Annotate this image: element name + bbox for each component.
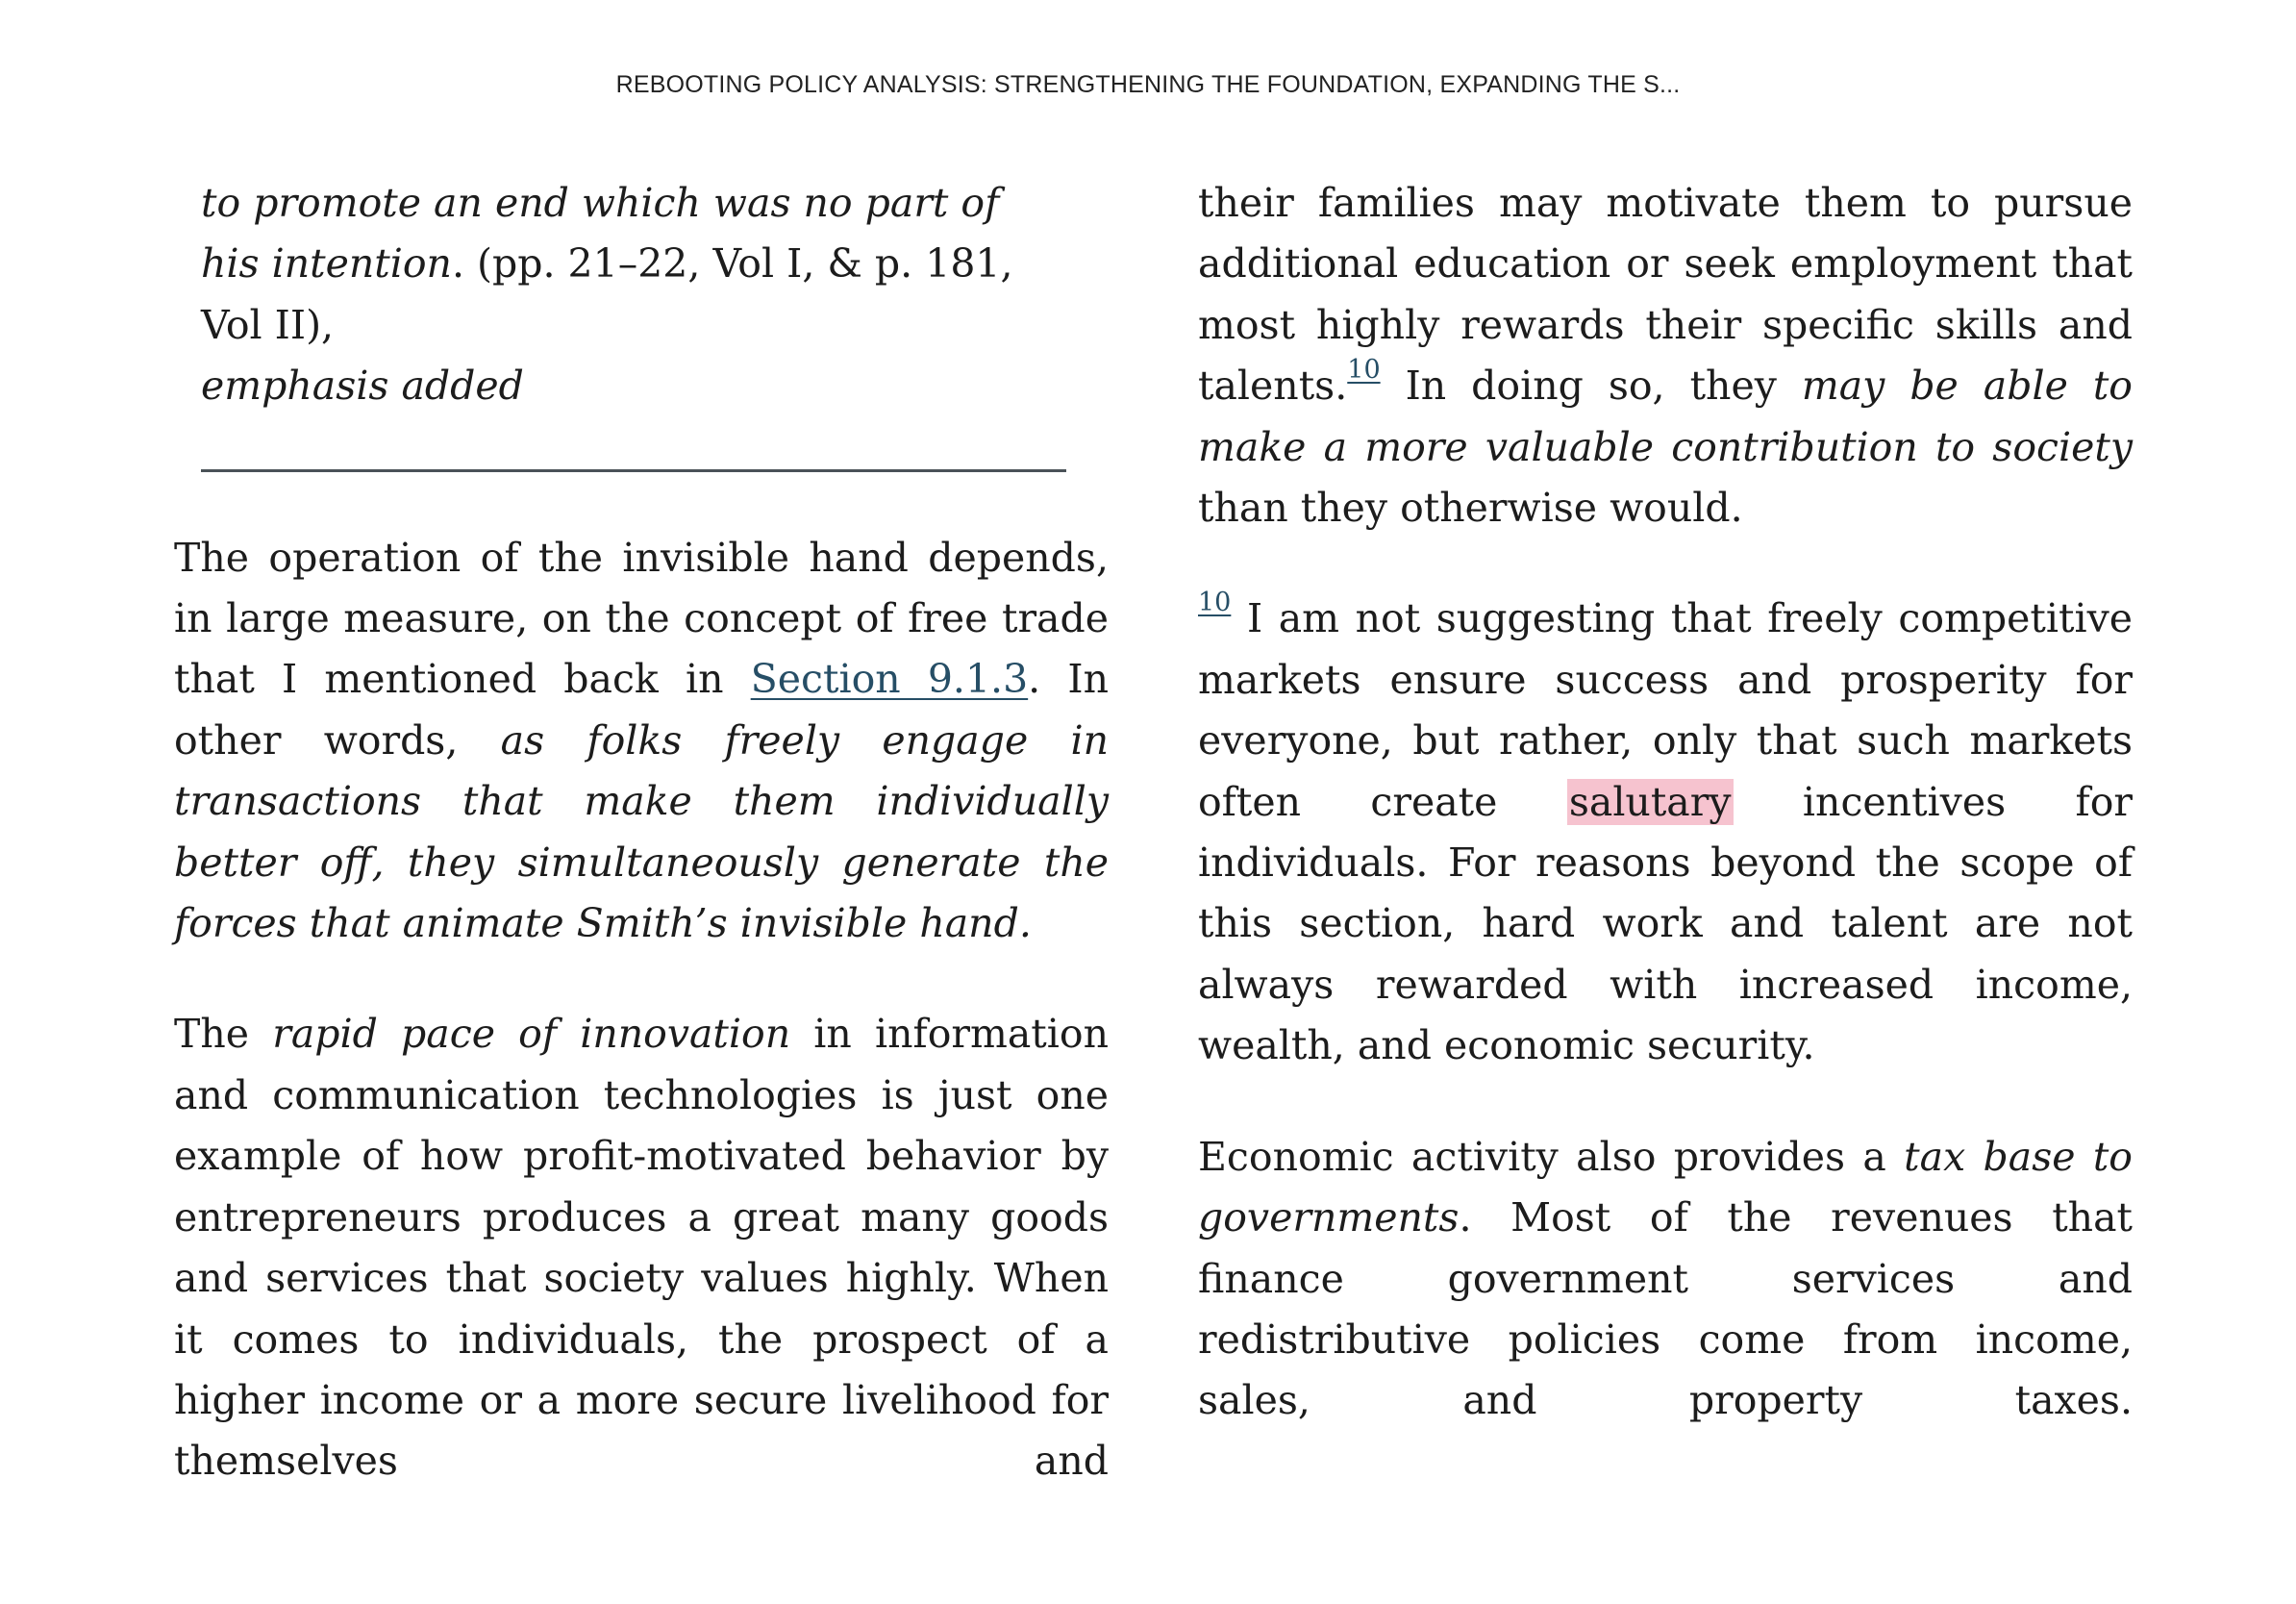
footnote-reference-link[interactable]: 10 [1347,355,1381,386]
paragraph-emphasis: as folks freely engage in transactions that make them individually better off, they simultaneously generate the forces that animate Smith’s invisible hand. [174,716,1109,947]
paragraph-emphasis: tax base to governments [1198,1133,2133,1241]
paragraph-text: their families may motivate them to pursue additional education or seek employment that most highly rewards their specific skills and talents. [1198,180,2133,410]
paragraph-text: . In other words, [174,656,1109,764]
paragraph-text: The operation of the invisible hand depends, in large measure, on the concept of free trade that I mentioned back in [174,534,1109,703]
paragraph-text: Economic activity also provides a [1198,1133,1905,1180]
paragraph-text: . Most of the revenues that finance government services and redistributive policies come from income, sales, and property taxes. [1198,1194,2133,1424]
paragraph-families [1198,173,2133,539]
footnote-reference [1347,355,1380,385]
block-quote [201,173,1066,417]
highlighted-word[interactable]: salutary [1568,778,1732,825]
quote-italic-text: to promote an end which was no part of his intention [201,180,1000,288]
paragraph-emphasis: may be able to make a more valuable contribution to society [1198,363,2133,470]
paragraph-text: The [174,1011,273,1058]
paragraph-text: than they otherwise would. [1198,485,1743,532]
footnote-10 [1198,589,2133,1076]
footnote-backlink[interactable]: 10 [1198,588,1232,618]
quote-divider [201,469,1066,472]
paragraph-text: In doing so, they [1380,363,1802,410]
paragraph-emphasis: rapid pace of innovation [272,1011,791,1058]
quote-emphasis-note: emphasis added [201,363,524,410]
paragraph-innovation [174,1004,1109,1491]
paragraph-invisible-hand [174,528,1109,955]
running-header: REBOOTING POLICY ANALYSIS: STRENGTHENING THE FOUNDATION, EXPANDING THE S... [615,71,1681,98]
right-column [1198,173,2133,1432]
footnote-text: incentives for individuals. For reasons beyond the scope of this section, hard work and talent are not always rewarded with increased income, wealth, and economic security. [1198,778,2133,1069]
footnote-text: I am not suggesting that freely competitive markets ensure success and prosperity for everyone, but rather, only that such markets often create [1198,595,2133,825]
paragraph-text: in information and communication technologies is just one example of how profit-motivated behavior by entrepreneurs produces a great many goods and services that society values highly. When it comes to individuals, the prospect of a higher income or a more secure livelihood for themselves and [174,1011,1109,1485]
left-column [174,173,1109,1492]
paragraph-tax-base [1198,1127,2133,1432]
quote-citation: . (pp. 21–22, Vol I, & p. 181, Vol II), [201,240,1013,348]
section-link[interactable]: Section 9.1.3 [750,656,1029,703]
footnote-marker [1198,588,1231,617]
